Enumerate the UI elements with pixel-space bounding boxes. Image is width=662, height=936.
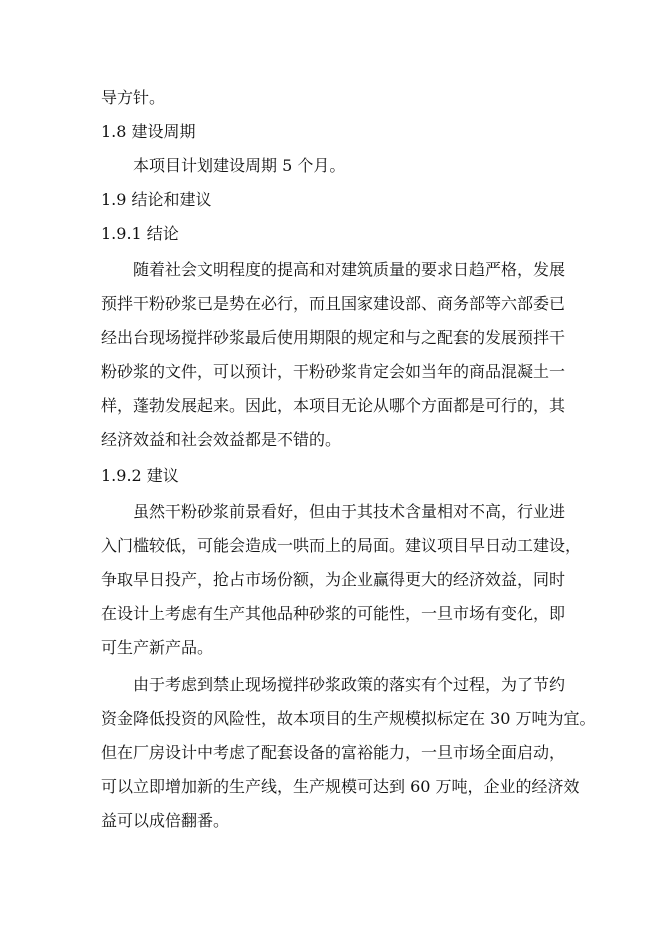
section-heading-1-8: 1.8 建设周期 [101, 122, 196, 141]
paragraph-construction-period: 本项目计划建设周期 5 个月。 [133, 156, 346, 175]
paragraph-suggestion-line: 在设计上考虑有生产其他品种砂浆的可能性，一旦市场有变化，即 [101, 604, 566, 623]
paragraph-conclusion-line: 样，蓬勃发展起来。因此，本项目无论从哪个方面都是可行的，其 [101, 396, 566, 415]
paragraph-scale-line: 资金降低投资的风险性，故本项目的生产规模拟标定在 30 万吨为宜。 [101, 709, 596, 728]
paragraph-suggestion-line: 争取早日投产，抢占市场份额，为企业赢得更大的经济效益，同时 [101, 570, 566, 589]
paragraph-conclusion-line: 经济效益和社会效益都是不错的。 [101, 430, 342, 449]
section-heading-1-9-1: 1.9.1 结论 [101, 224, 179, 243]
paragraph-scale-line: 但在厂房设计中考虑了配套设备的富裕能力，一旦市场全面启动， [101, 743, 566, 762]
paragraph-conclusion-line: 随着社会文明程度的提高和对建筑质量的要求日趋严格，发展 [133, 260, 566, 279]
paragraph-conclusion-line: 粉砂浆的文件，可以预计，干粉砂浆肯定会如当年的商品混凝土一 [101, 362, 566, 381]
section-heading-1-9: 1.9 结论和建议 [101, 190, 212, 209]
paragraph-scale-line: 可以立即增加新的生产线，生产规模可达到 60 万吨，企业的经济效 [101, 777, 580, 796]
paragraph-suggestion-line: 可生产新产品。 [101, 638, 214, 657]
paragraph-conclusion-line: 预拌干粉砂浆已是势在必行，而且国家建设部、商务部等六部委已 [101, 294, 566, 313]
paragraph-scale-line: 益可以成倍翻番。 [101, 811, 230, 830]
paragraph-conclusion-line: 经出台现场搅拌砂浆最后使用期限的规定和与之配套的发展预拌干 [101, 328, 566, 347]
paragraph-scale-line: 由于考虑到禁止现场搅拌砂浆政策的落实有个过程，为了节约 [133, 675, 566, 694]
paragraph-suggestion-line: 虽然干粉砂浆前景看好，但由于其技术含量相对不高，行业进 [133, 502, 566, 521]
text-line-continuation: 导方针。 [101, 88, 166, 107]
paragraph-suggestion-line: 入门槛较低，可能会造成一哄而上的局面。建议项目早日动工建设， [101, 536, 582, 555]
section-heading-1-9-2: 1.9.2 建议 [101, 466, 179, 485]
